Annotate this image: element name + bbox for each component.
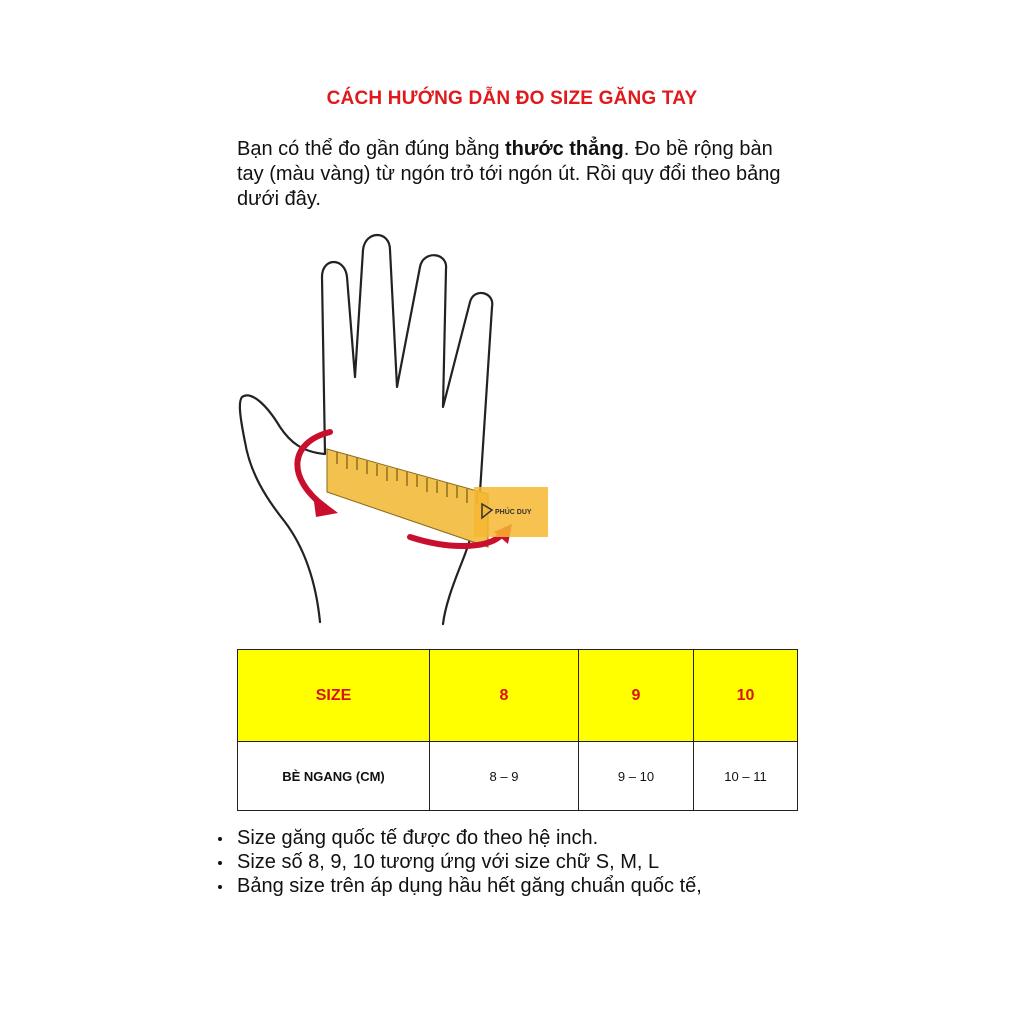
- left-arrow-head: [313, 494, 338, 517]
- size-header-cell: 9: [579, 650, 694, 742]
- width-cell: 9 – 10: [579, 742, 694, 811]
- hand-outline: [240, 235, 492, 624]
- size-table-row: [238, 742, 798, 811]
- list-item: [218, 826, 702, 850]
- width-cell: 8 – 9: [430, 742, 579, 811]
- list-item: [218, 874, 702, 898]
- bullet-icon: [218, 885, 222, 889]
- intro-paragraph: [237, 137, 797, 212]
- note-text: Bảng size trên áp dụng hầu hết găng chuẩn quốc tế,: [237, 875, 702, 897]
- size-table-header-row: [238, 650, 798, 742]
- width-cell: 10 – 11: [694, 742, 798, 811]
- bullet-icon: [218, 861, 222, 865]
- intro-text-2: . Đo bề rộng bàn tay (màu vàng) từ ngón trỏ tới ngón út. Rồi quy đổi theo bảng dưới đây.: [237, 138, 781, 210]
- intro-bold-text: thước thẳng: [505, 138, 624, 160]
- notes-list: [218, 826, 702, 898]
- ruler: [327, 449, 488, 547]
- note-text: Size số 8, 9, 10 tương ứng với size chữ S, M, L: [237, 851, 660, 873]
- note-text: Size găng quốc tế được đo theo hệ inch.: [237, 827, 599, 849]
- watermark-text: PHÚC DUY: [495, 509, 532, 516]
- size-header-cell: 8: [430, 650, 579, 742]
- hand-measure-illustration: [230, 232, 560, 632]
- list-item: [218, 850, 702, 874]
- page-title: CÁCH HƯỚNG DẪN ĐO SIZE GĂNG TAY: [326, 88, 698, 109]
- size-header-cell: 10: [694, 650, 798, 742]
- width-row-label: BÈ NGANG (CM): [238, 742, 430, 811]
- bullet-icon: [218, 837, 222, 841]
- ruler-body: [327, 449, 488, 547]
- size-header-label: SIZE: [238, 650, 430, 742]
- size-table: [237, 649, 798, 811]
- intro-text-1: Bạn có thể đo gần đúng bằng: [237, 138, 506, 160]
